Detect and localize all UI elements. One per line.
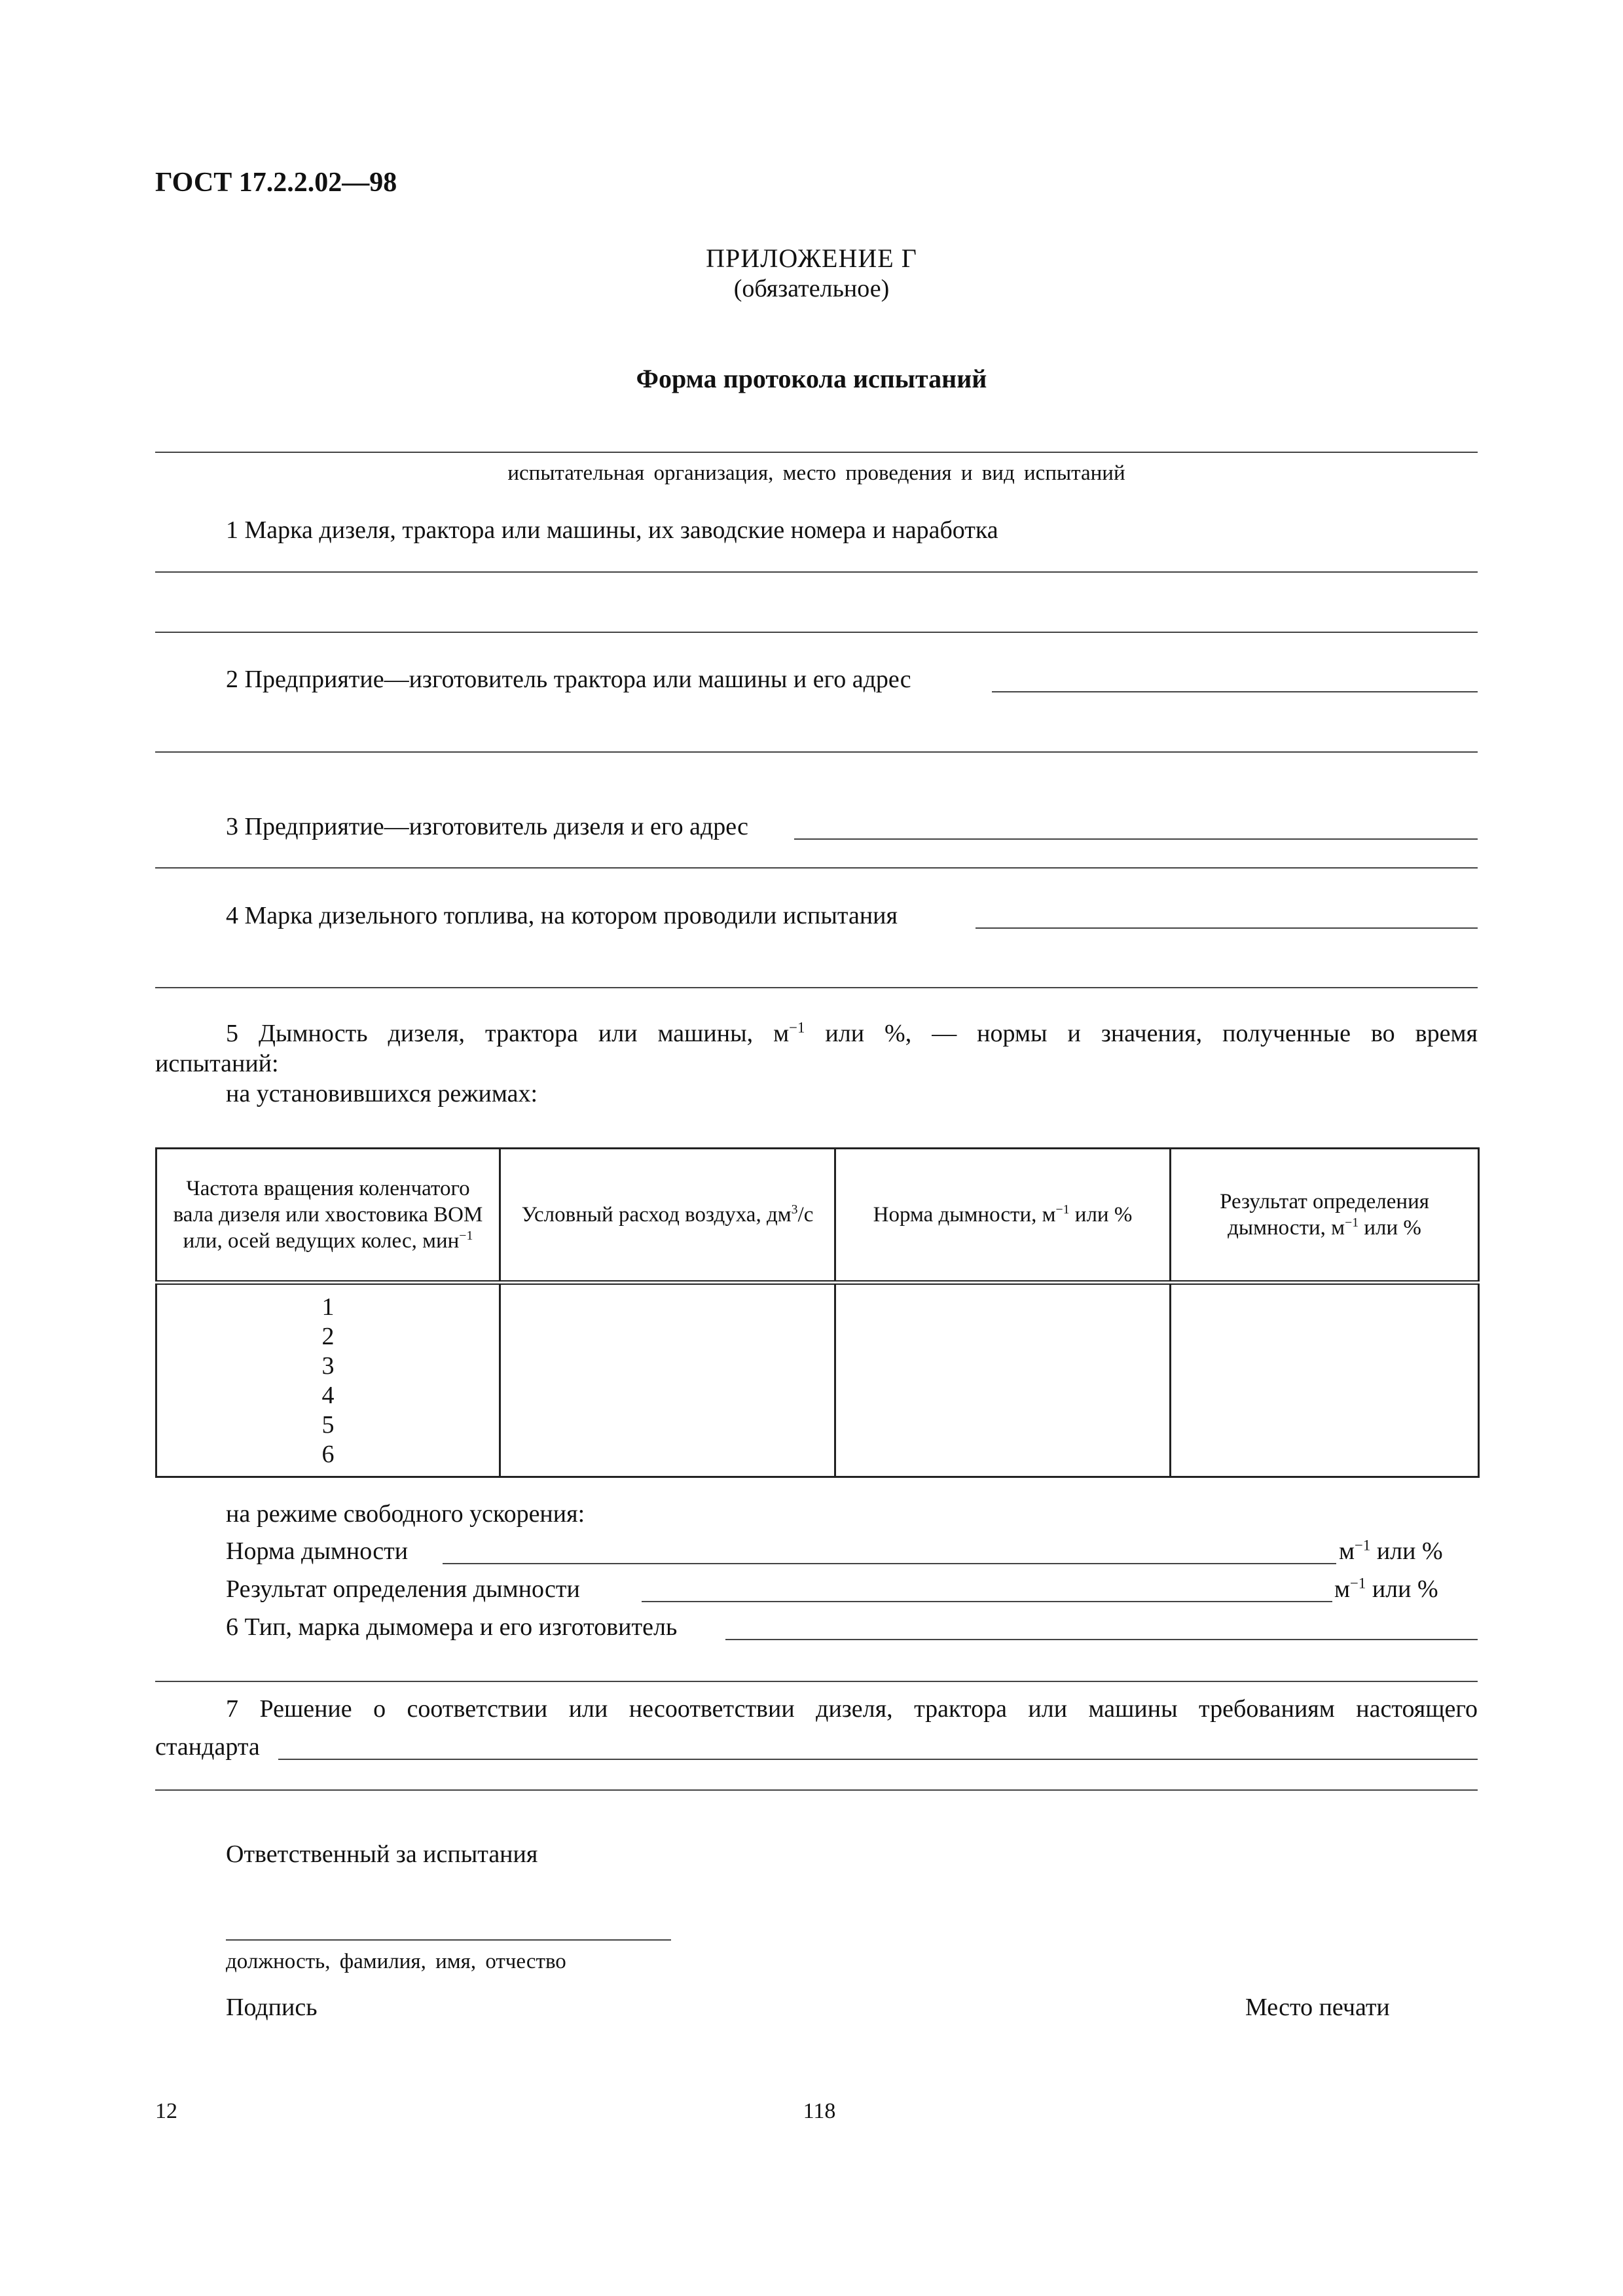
smoke-norm-cell[interactable] <box>835 1283 1171 1477</box>
stamp-label: Место печати <box>1245 1994 1390 2021</box>
free-accel-result-unit: $м^{-1}$ или % <box>1334 1575 1438 1603</box>
smoke-test-table <box>155 1147 1480 1478</box>
page-number-center: 118 <box>803 2099 836 2123</box>
free-accel-norm-unit: $м^{-1}$ или % <box>1339 1537 1443 1565</box>
table-header-row <box>156 1149 1479 1283</box>
responsible-label: Ответственный за испытания <box>226 1840 538 1868</box>
table-row <box>156 1283 1479 1477</box>
item4-fill-line[interactable] <box>155 987 1478 988</box>
header-smoke-norm: Норма дымности, $м^{-1}$ или % <box>835 1149 1171 1283</box>
rotation-frequency-cells <box>156 1283 500 1477</box>
header-smoke-result: Результат определения дымности, $м^{-1}$ или % <box>1171 1149 1479 1283</box>
free-accel-result-fill[interactable] <box>642 1601 1332 1602</box>
item7-fill-inline[interactable] <box>278 1759 1478 1760</box>
air-flow-cell[interactable] <box>500 1283 835 1477</box>
item2-text: 2 Предприятие—изготовитель трактора или машины и его адрес <box>226 666 911 693</box>
item7-fill-line[interactable] <box>155 1789 1478 1791</box>
item3-text: 3 Предприятие—изготовитель дизеля и его адрес <box>226 813 748 840</box>
item3-fill-line[interactable] <box>155 867 1478 869</box>
responsible-caption: должность, фамилия, имя, отчество <box>226 1950 566 1973</box>
row-number: 2 <box>321 1323 335 1350</box>
smoke-result-cell[interactable] <box>1171 1283 1479 1477</box>
item5-line1: 5 Дымность дизеля, трактора или машины, $м^{-1}$ или %, — нормы и значения, полученные во время <box>226 1019 1478 1047</box>
org-caption: испытательная организация, место проведения и вид испытаний <box>507 461 1125 485</box>
item7-line2: стандарта <box>155 1733 260 1761</box>
signature-label: Подпись <box>226 1994 318 2021</box>
row-number: 6 <box>321 1441 335 1468</box>
row-number: 4 <box>321 1382 335 1409</box>
item2-fill-inline[interactable] <box>992 691 1478 692</box>
item6-fill-inline[interactable] <box>725 1639 1478 1640</box>
item3-fill-inline[interactable] <box>794 838 1478 840</box>
appendix-status: (обязательное) <box>733 275 890 302</box>
item1-text: 1 Марка дизеля, трактора или машины, их заводские номера и наработка <box>226 516 998 544</box>
item1-fill-line-1[interactable] <box>155 571 1478 573</box>
free-accel-norm-fill[interactable] <box>443 1563 1336 1564</box>
page-number-left: 12 <box>155 2099 177 2123</box>
item1-fill-line-2[interactable] <box>155 632 1478 633</box>
free-accel-norm-label: Норма дымности <box>226 1537 409 1565</box>
form-title: Форма протокола испытаний <box>636 364 987 393</box>
item2-fill-line[interactable] <box>155 751 1478 753</box>
row-number: 3 <box>321 1352 335 1380</box>
free-accel-heading: на режиме свободного ускорения: <box>226 1500 585 1528</box>
free-accel-result-label: Результат определения дымности <box>226 1575 580 1603</box>
row-number: 5 <box>321 1411 335 1439</box>
row-number: 1 <box>321 1293 335 1321</box>
appendix-title: ПРИЛОЖЕНИЕ Г <box>706 243 917 273</box>
item7-line1: 7 Решение о соответствии или несоответствии дизеля, трактора или машины требованиям настоящего <box>226 1695 1478 1723</box>
responsible-fill-line[interactable] <box>226 1939 671 1941</box>
header-rotation-frequency: Частота вращения коленчатого вала дизеля или хвостовика ВОМ или, осей ведущих колес, мин$^{-1}$ <box>156 1149 500 1283</box>
item5-line3: на установившихся режимах: <box>226 1080 538 1107</box>
item5-line2: испытаний: <box>155 1050 279 1077</box>
standard-code: ГОСТ 17.2.2.02—98 <box>155 168 397 198</box>
item6-fill-line[interactable] <box>155 1681 1478 1682</box>
header-air-flow: Условный расход воздуха, $дм^3/с$ <box>500 1149 835 1283</box>
item4-fill-inline[interactable] <box>976 927 1478 929</box>
item4-text: 4 Марка дизельного топлива, на котором проводили испытания <box>226 902 898 929</box>
org-fill-line[interactable] <box>155 452 1478 453</box>
item6-text: 6 Тип, марка дымомера и его изготовитель <box>226 1613 678 1641</box>
